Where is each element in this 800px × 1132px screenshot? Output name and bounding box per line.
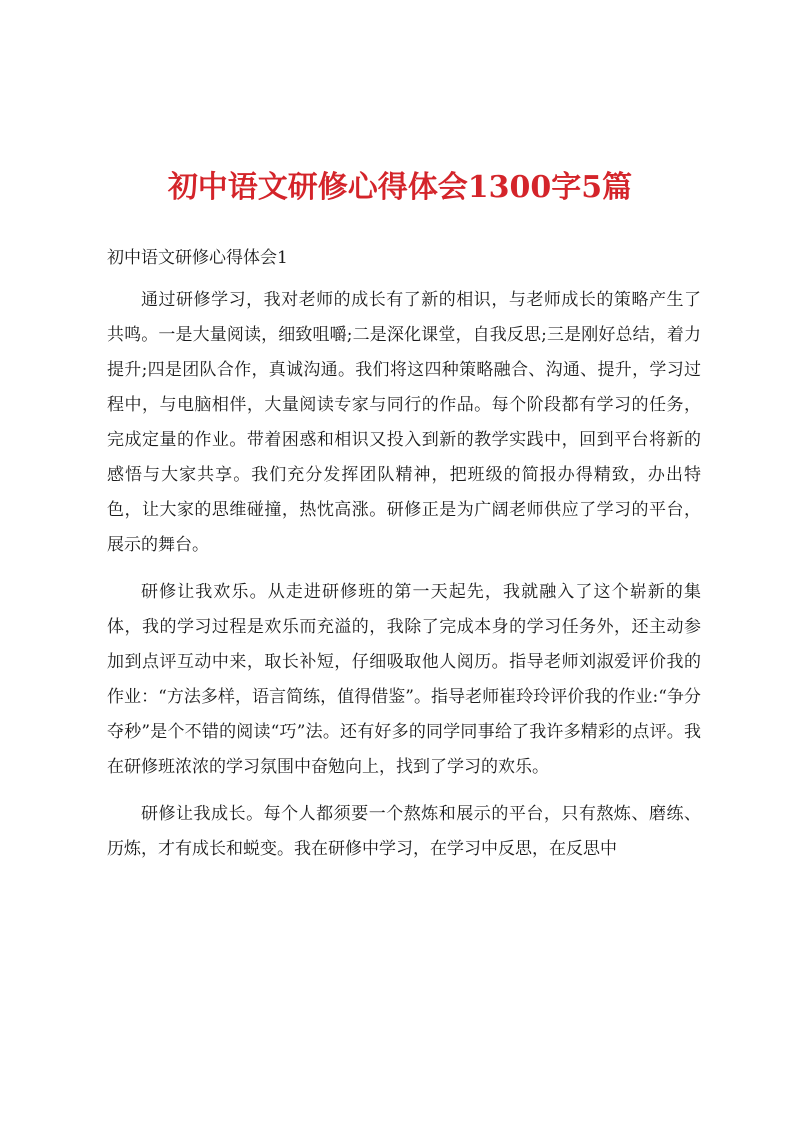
document-body (107, 283, 701, 867)
section-heading: 初中语文研修心得体会1 (107, 248, 288, 268)
document-title: 初中语文研修心得体会1300字5篇 (167, 170, 633, 205)
paragraph: 研修让我成长。每个人都须要一个熬炼和展示的平台，只有熬炼、磨练、历炼，才有成长和蜕变。我在研修中学习，在学习中反思，在反思中 (107, 804, 701, 859)
paragraph: 通过研修学习，我对老师的成长有了新的相识，与老师成长的策略产生了共鸣。一是大量阅读，细致咀嚼;二是深化课堂，自我反思;三是刚好总结，着力提升;四是团队合作，真诚沟通。我们将这四种策略融合、沟通、提升，学习过程中，与电脑相伴，大量阅读专家与同行的作品。每个阶段都有学习的任务，完成定量的作业。带着困惑和相识又投入到新的教学实践中，回到平台将新的感悟与大家共享。我们充分发挥团队精神，把班级的简报办得精致，办出特色，让大家的思维碰撞，热忱高涨。研修正是为广阔老师供应了学习的平台，展示的舞台。 (107, 290, 701, 555)
paragraph: 研修让我欢乐。从走进研修班的第一天起先，我就融入了这个崭新的集体，我的学习过程是欢乐而充溢的，我除了完成本身的学习任务外，还主动参加到点评互动中来，取长补短，仔细吸取他人阅历。指导老师刘淑爱评价我的作业：“方法多样，语言简练，值得借鉴”。指导老师崔玲玲评价我的作业:“争分夺秒”是个不错的阅读“巧”法。还有好多的同学同事给了我许多精彩的点评。我在研修班浓浓的学习氛围中奋勉向上，找到了学习的欢乐。 (107, 582, 701, 777)
